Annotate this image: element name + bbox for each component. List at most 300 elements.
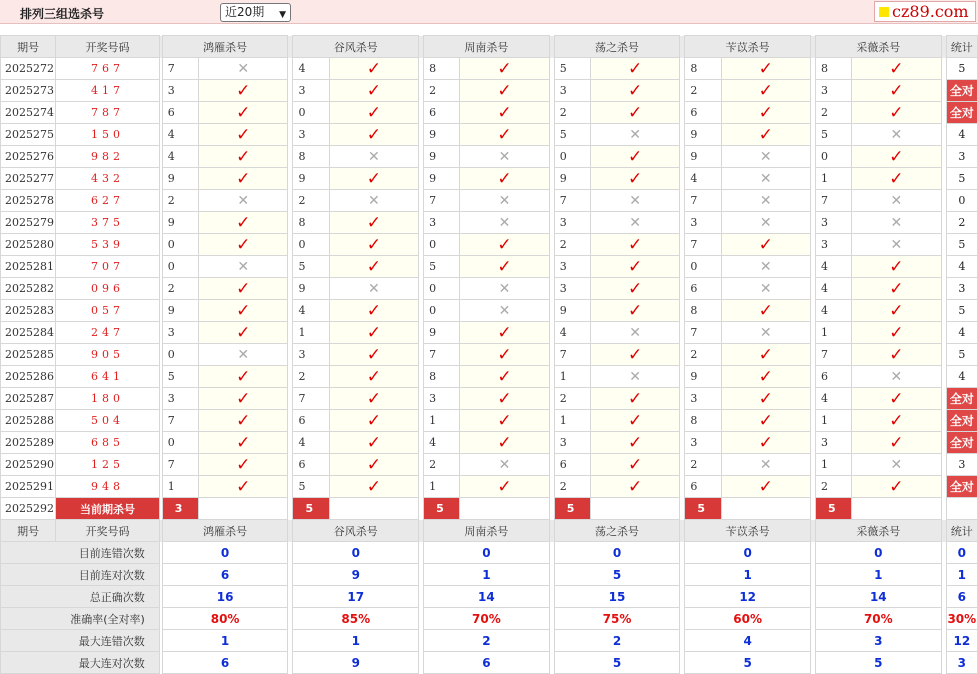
kill-number: 3 (554, 256, 590, 278)
result-cell (852, 234, 941, 256)
check-icon: ✓ (627, 476, 643, 497)
header-expert: 采薇杀号 (816, 36, 942, 58)
table-row (1, 366, 978, 388)
result-cell (198, 212, 287, 234)
all-correct-badge: 全对 (946, 80, 977, 102)
header-expert: 谷风杀号 (293, 36, 419, 58)
issue-number: 2025280 (1, 234, 56, 256)
header-draw: 开奖号码 (56, 36, 160, 58)
summary-value: 3 (816, 630, 942, 652)
check-icon: ✓ (758, 344, 773, 365)
result-cell (590, 432, 679, 454)
result-cell (329, 168, 418, 190)
summary-value: 17 (293, 586, 419, 608)
kill-number: 7 (685, 190, 721, 212)
logo-square-icon (879, 7, 889, 17)
kill-number: 2 (685, 80, 721, 102)
cross-icon: ✕ (629, 126, 641, 143)
header-stat: 统计 (946, 36, 977, 58)
check-icon: ✓ (366, 80, 381, 101)
draw-number: 707 (56, 256, 160, 278)
result-cell (460, 58, 549, 80)
check-icon: ✓ (758, 366, 773, 387)
kill-number: 9 (685, 366, 721, 388)
result-cell (329, 300, 418, 322)
result-cell (198, 322, 287, 344)
correct-count: 5 (946, 344, 977, 366)
kill-number: 3 (685, 432, 721, 454)
result-cell (721, 168, 810, 190)
result-cell (852, 322, 941, 344)
kill-number: 3 (293, 344, 329, 366)
issue-number: 2025277 (1, 168, 56, 190)
kill-number: 4 (554, 322, 590, 344)
summary-row (1, 586, 978, 608)
result-cell (460, 388, 549, 410)
check-icon: ✓ (497, 168, 512, 189)
kill-number: 6 (554, 454, 590, 476)
check-icon: ✓ (889, 80, 904, 101)
kill-number: 3 (816, 234, 852, 256)
cross-icon: ✕ (498, 192, 511, 209)
all-correct-badge: 全对 (946, 388, 977, 410)
check-icon: ✓ (366, 432, 381, 453)
kill-number: 4 (685, 168, 721, 190)
draw-number: 982 (56, 146, 160, 168)
chevron-down-icon: ▼ (279, 10, 286, 20)
issue-number: 2025276 (1, 146, 56, 168)
result-cell (721, 124, 810, 146)
site-logo[interactable] (874, 1, 976, 22)
kill-number: 1 (554, 410, 590, 432)
cross-icon: ✕ (237, 346, 250, 363)
result-cell (329, 454, 418, 476)
result-cell (460, 212, 549, 234)
check-icon: ✓ (236, 146, 251, 167)
kill-number: 3 (554, 432, 590, 454)
header-expert: 鸿雁杀号 (162, 36, 288, 58)
current-empty (852, 498, 941, 520)
kill-number: 4 (293, 432, 329, 454)
check-icon: ✓ (627, 432, 643, 453)
table-row (1, 410, 978, 432)
result-cell (590, 58, 679, 80)
check-icon: ✓ (497, 80, 512, 101)
result-cell (460, 234, 549, 256)
kill-number: 9 (162, 300, 198, 322)
result-cell (590, 234, 679, 256)
check-icon: ✓ (497, 256, 512, 277)
table-row (1, 234, 978, 256)
check-icon: ✓ (236, 168, 251, 189)
kill-number: 9 (424, 124, 460, 146)
result-cell (198, 58, 287, 80)
kill-number: 1 (162, 476, 198, 498)
header-expert: 苄苡杀号 (685, 36, 811, 58)
table-row (1, 102, 978, 124)
result-cell (852, 256, 941, 278)
kill-number: 0 (162, 344, 198, 366)
check-icon: ✓ (497, 102, 512, 123)
result-cell (721, 58, 810, 80)
summary-value: 12 (685, 586, 811, 608)
result-cell (721, 432, 810, 454)
summary-value: 70% (816, 608, 942, 630)
correct-count: 0 (946, 190, 977, 212)
result-cell (198, 388, 287, 410)
summary-value: 0 (424, 542, 550, 564)
check-icon: ✓ (236, 322, 251, 343)
header-expert: 鸿雁杀号 (162, 520, 288, 542)
result-cell (721, 278, 810, 300)
correct-count: 3 (946, 278, 977, 300)
cross-icon: ✕ (759, 214, 772, 231)
summary-label: 目前连错次数 (1, 542, 160, 564)
kill-number: 0 (554, 146, 590, 168)
all-correct-badge: 全对 (946, 410, 977, 432)
result-cell (329, 432, 418, 454)
kill-number-table (0, 35, 978, 674)
result-cell (590, 300, 679, 322)
cross-icon: ✕ (759, 280, 772, 297)
current-kill-number: 5 (424, 498, 460, 520)
kill-number: 8 (424, 366, 460, 388)
check-icon: ✓ (889, 58, 904, 79)
kill-number: 2 (554, 102, 590, 124)
check-icon: ✓ (236, 366, 251, 387)
current-empty (198, 498, 287, 520)
kill-number: 8 (816, 58, 852, 80)
kill-number: 6 (685, 278, 721, 300)
kill-number: 9 (685, 124, 721, 146)
kill-number: 2 (293, 366, 329, 388)
result-cell (721, 388, 810, 410)
result-cell (852, 102, 941, 124)
cross-icon: ✕ (629, 214, 641, 231)
result-cell (329, 344, 418, 366)
header-expert: 荡之杀号 (554, 520, 680, 542)
result-cell (852, 300, 941, 322)
kill-number: 6 (293, 454, 329, 476)
result-cell (852, 190, 941, 212)
current-stat (946, 498, 977, 520)
result-cell (198, 256, 287, 278)
check-icon: ✓ (497, 322, 512, 343)
summary-stat: 0 (946, 542, 977, 564)
issue-number: 2025284 (1, 322, 56, 344)
kill-number: 3 (162, 322, 198, 344)
check-icon: ✓ (627, 300, 643, 321)
result-cell (198, 80, 287, 102)
result-cell (721, 102, 810, 124)
table-row (1, 476, 978, 498)
summary-label: 准确率(全对率) (1, 608, 160, 630)
draw-number: 057 (56, 300, 160, 322)
kill-number: 8 (293, 146, 329, 168)
table-row (1, 322, 978, 344)
result-cell (198, 300, 287, 322)
kill-number: 6 (685, 102, 721, 124)
issue-number: 2025285 (1, 344, 56, 366)
kill-number: 4 (816, 300, 852, 322)
kill-number: 3 (293, 80, 329, 102)
kill-number: 3 (554, 212, 590, 234)
kill-number: 6 (162, 102, 198, 124)
check-icon: ✓ (889, 432, 904, 453)
cross-icon: ✕ (237, 258, 250, 275)
summary-value: 6 (162, 564, 288, 586)
check-icon: ✓ (366, 256, 381, 277)
result-cell (721, 410, 810, 432)
summary-value: 5 (816, 652, 942, 674)
summary-value: 5 (554, 652, 680, 674)
summary-value: 70% (424, 608, 550, 630)
kill-number: 7 (424, 190, 460, 212)
result-cell (329, 256, 418, 278)
check-icon: ✓ (889, 168, 904, 189)
kill-number: 2 (816, 102, 852, 124)
result-cell (460, 168, 549, 190)
result-cell (460, 432, 549, 454)
issue-number: 2025273 (1, 80, 56, 102)
issue-number: 2025290 (1, 454, 56, 476)
check-icon: ✓ (627, 168, 643, 189)
kill-number: 0 (162, 432, 198, 454)
header-row (1, 36, 978, 58)
result-cell (198, 410, 287, 432)
kill-number: 3 (424, 212, 460, 234)
check-icon: ✓ (366, 58, 381, 79)
summary-label: 最大连对次数 (1, 652, 160, 674)
kill-number: 6 (816, 366, 852, 388)
kill-number: 9 (424, 146, 460, 168)
check-icon: ✓ (758, 300, 773, 321)
summary-value: 4 (685, 630, 811, 652)
kill-number: 2 (293, 190, 329, 212)
summary-value: 1 (162, 630, 288, 652)
current-kill-number: 3 (162, 498, 198, 520)
cross-icon: ✕ (759, 192, 772, 209)
check-icon: ✓ (627, 454, 643, 475)
summary-label: 总正确次数 (1, 586, 160, 608)
kill-number: 9 (424, 168, 460, 190)
kill-number: 4 (162, 146, 198, 168)
result-cell (329, 80, 418, 102)
summary-stat: 3 (946, 652, 977, 674)
result-cell (198, 168, 287, 190)
table-row (1, 190, 978, 212)
kill-number: 5 (554, 58, 590, 80)
header-row (1, 520, 978, 542)
result-cell (198, 190, 287, 212)
check-icon: ✓ (497, 432, 512, 453)
check-icon: ✓ (366, 476, 381, 497)
cross-icon: ✕ (498, 280, 511, 297)
top-bar (0, 0, 978, 24)
check-icon: ✓ (889, 102, 904, 123)
result-cell (198, 102, 287, 124)
cross-icon: ✕ (759, 170, 772, 187)
draw-number: 125 (56, 454, 160, 476)
result-cell (590, 102, 679, 124)
result-cell (329, 146, 418, 168)
kill-number: 5 (424, 256, 460, 278)
check-icon: ✓ (627, 146, 643, 167)
kill-number: 7 (816, 190, 852, 212)
kill-number: 9 (293, 168, 329, 190)
kill-number: 6 (424, 102, 460, 124)
cross-icon: ✕ (367, 280, 380, 297)
draw-number: 247 (56, 322, 160, 344)
cross-icon: ✕ (367, 148, 380, 165)
check-icon: ✓ (497, 366, 512, 387)
header-stat: 统计 (946, 520, 977, 542)
kill-number: 3 (685, 212, 721, 234)
summary-value: 1 (685, 564, 811, 586)
kill-number: 4 (293, 58, 329, 80)
result-cell (329, 410, 418, 432)
check-icon: ✓ (889, 476, 904, 497)
cross-icon: ✕ (890, 126, 903, 143)
result-cell (852, 344, 941, 366)
result-cell (590, 410, 679, 432)
draw-number: 627 (56, 190, 160, 212)
header-issue: 期号 (1, 36, 56, 58)
kill-number: 1 (816, 168, 852, 190)
draw-number: 096 (56, 278, 160, 300)
kill-number: 0 (424, 300, 460, 322)
current-kill-number: 5 (816, 498, 852, 520)
kill-number: 9 (162, 168, 198, 190)
correct-count: 4 (946, 124, 977, 146)
result-cell (721, 190, 810, 212)
check-icon: ✓ (236, 432, 251, 453)
cross-icon: ✕ (890, 368, 903, 385)
kill-number: 0 (162, 234, 198, 256)
check-icon: ✓ (627, 102, 643, 123)
kill-number: 8 (685, 300, 721, 322)
cross-icon: ✕ (629, 192, 641, 209)
summary-value: 0 (816, 542, 942, 564)
result-cell (329, 212, 418, 234)
header-expert: 周南杀号 (424, 520, 550, 542)
table-row (1, 256, 978, 278)
result-cell (460, 124, 549, 146)
result-cell (198, 432, 287, 454)
summary-value: 2 (554, 630, 680, 652)
result-cell (590, 322, 679, 344)
issue-number: 2025282 (1, 278, 56, 300)
result-cell (460, 256, 549, 278)
correct-count: 5 (946, 234, 977, 256)
summary-value: 14 (424, 586, 550, 608)
period-select[interactable] (220, 3, 291, 22)
kill-number: 0 (424, 234, 460, 256)
result-cell (329, 190, 418, 212)
check-icon: ✓ (236, 234, 251, 255)
cross-icon: ✕ (759, 148, 772, 165)
kill-number: 2 (685, 344, 721, 366)
header-expert: 荡之杀号 (554, 36, 680, 58)
summary-value: 85% (293, 608, 419, 630)
summary-value: 9 (293, 652, 419, 674)
table-row (1, 212, 978, 234)
summary-stat: 30% (946, 608, 977, 630)
kill-number: 0 (424, 278, 460, 300)
kill-number: 9 (554, 300, 590, 322)
kill-number: 0 (685, 256, 721, 278)
kill-number: 6 (293, 410, 329, 432)
summary-row (1, 608, 978, 630)
summary-value: 0 (162, 542, 288, 564)
page-title: 排列三组选杀号 (20, 7, 105, 21)
result-cell (329, 366, 418, 388)
check-icon: ✓ (889, 256, 904, 277)
draw-number: 641 (56, 366, 160, 388)
result-cell (721, 300, 810, 322)
kill-number: 7 (162, 454, 198, 476)
result-cell (721, 366, 810, 388)
kill-number: 3 (293, 124, 329, 146)
kill-number: 2 (424, 80, 460, 102)
cross-icon: ✕ (759, 258, 772, 275)
correct-count: 5 (946, 168, 977, 190)
kill-number: 7 (554, 344, 590, 366)
result-cell (590, 366, 679, 388)
check-icon: ✓ (366, 212, 381, 233)
all-correct-badge: 全对 (946, 476, 977, 498)
header-draw: 开奖号码 (56, 520, 160, 542)
check-icon: ✓ (497, 344, 512, 365)
table-row (1, 168, 978, 190)
correct-count: 3 (946, 146, 977, 168)
kill-number: 5 (162, 366, 198, 388)
header-expert: 苄苡杀号 (685, 520, 811, 542)
draw-number: 685 (56, 432, 160, 454)
kill-number: 9 (424, 322, 460, 344)
cross-icon: ✕ (237, 60, 250, 77)
kill-number: 4 (293, 300, 329, 322)
current-kill-number: 5 (685, 498, 721, 520)
cross-icon: ✕ (629, 368, 641, 385)
kill-number: 7 (424, 344, 460, 366)
result-cell (198, 344, 287, 366)
result-cell (460, 410, 549, 432)
summary-value: 6 (162, 652, 288, 674)
check-icon: ✓ (366, 124, 381, 145)
cross-icon: ✕ (498, 302, 511, 319)
kill-number: 2 (685, 454, 721, 476)
issue-number: 2025281 (1, 256, 56, 278)
kill-number: 2 (554, 388, 590, 410)
kill-number: 4 (162, 124, 198, 146)
result-cell (852, 278, 941, 300)
result-cell (590, 146, 679, 168)
current-issue: 2025292 (1, 498, 56, 520)
result-cell (721, 476, 810, 498)
cross-icon: ✕ (498, 456, 511, 473)
draw-number: 905 (56, 344, 160, 366)
kill-number: 5 (816, 124, 852, 146)
kill-number: 7 (554, 190, 590, 212)
check-icon: ✓ (366, 454, 381, 475)
correct-count: 5 (946, 300, 977, 322)
summary-row (1, 564, 978, 586)
summary-value: 1 (424, 564, 550, 586)
result-cell (852, 454, 941, 476)
table-row (1, 124, 978, 146)
result-cell (460, 190, 549, 212)
